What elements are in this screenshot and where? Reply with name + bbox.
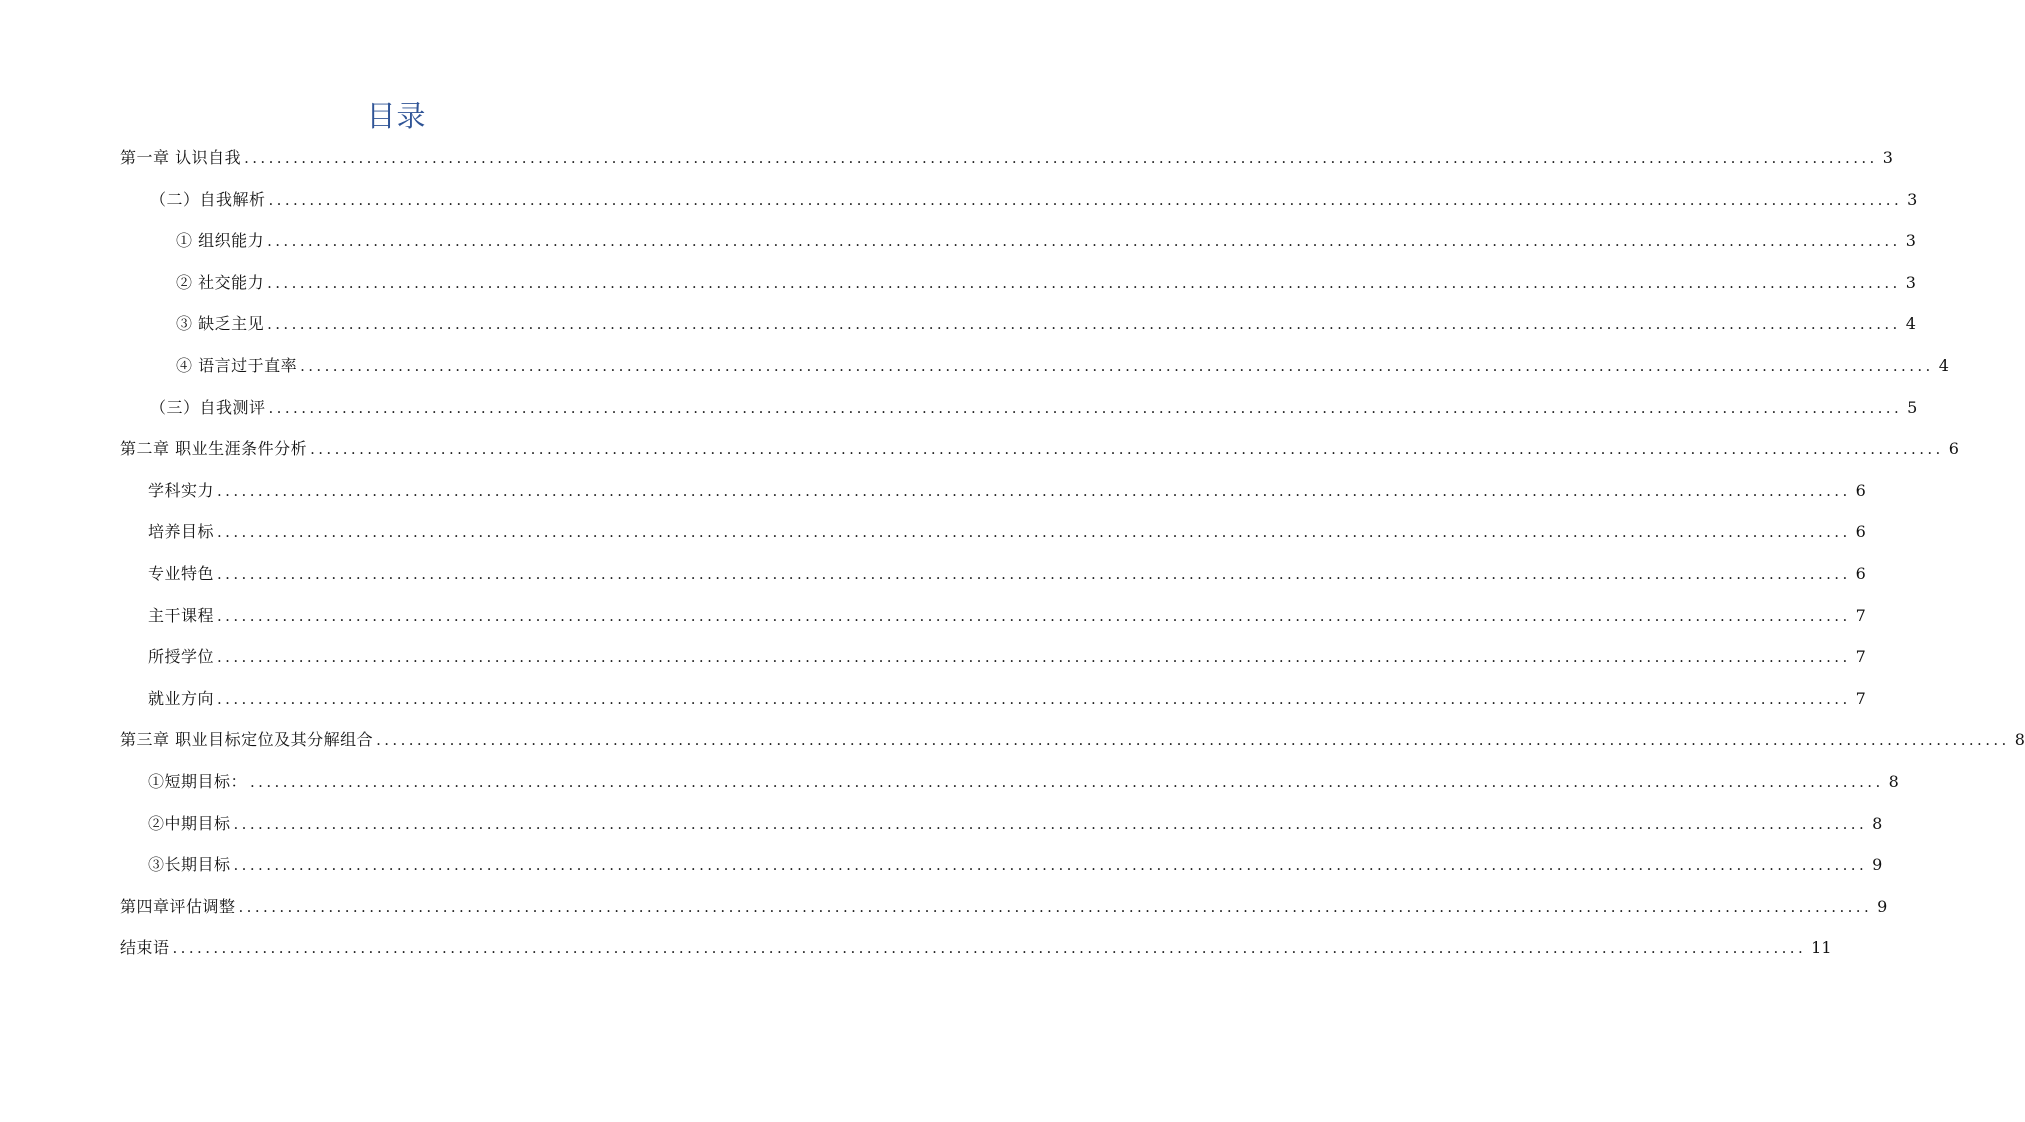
toc-entry-page: 3 [1907, 190, 1918, 209]
toc-entry-text: ①短期目标： [148, 772, 248, 791]
toc-entry-text: 就业方向 [148, 689, 215, 708]
toc-entry-page: 8 [1888, 772, 1899, 791]
toc-leader-dots: ........................................................................................................................................................................................................ [268, 399, 1903, 417]
toc-entry-page: 8 [1872, 814, 1883, 833]
toc-entry[interactable] [148, 476, 1866, 506]
toc-entry-text: 第三章 职业目标定位及其分解组合 [120, 730, 374, 749]
toc-leader-dots: ........................................................................................................................................................................................................ [250, 773, 1884, 791]
toc-entry-text: 第一章 认识自我 [120, 148, 242, 167]
toc-entry[interactable] [176, 351, 1949, 381]
toc-entry-page: 8 [2014, 730, 2025, 749]
toc-entry-text: 结束语 [120, 938, 170, 957]
toc-entry-page: 3 [1905, 273, 1916, 292]
toc-leader-dots: ........................................................................................................................................................................................................ [217, 607, 1851, 625]
toc-entry-text: 专业特色 [148, 564, 215, 583]
toc-entry-page: 11 [1811, 938, 1832, 957]
toc-leader-dots: ........................................................................................................................................................................................................ [310, 440, 1944, 458]
toc-entry-page: 9 [1877, 897, 1888, 916]
toc-entry-text: 学科实力 [148, 481, 215, 500]
toc-leader-dots: ........................................................................................................................................................................................................ [217, 648, 1851, 666]
toc-entry-text: ③长期目标 [148, 855, 231, 874]
toc-leader-dots: ........................................................................................................................................................................................................ [217, 690, 1851, 708]
toc-leader-dots: ........................................................................................................................................................................................................ [244, 149, 1878, 167]
toc-entry[interactable] [176, 226, 1916, 256]
toc-leader-dots: ........................................................................................................................................................................................................ [268, 191, 1903, 209]
toc-entry[interactable] [148, 767, 1899, 797]
toc-entry[interactable] [150, 393, 1918, 423]
toc-entry-page: 3 [1882, 148, 1893, 167]
toc-leader-dots: ........................................................................................................................................................................................................ [267, 315, 1901, 333]
toc-entry[interactable] [148, 809, 1883, 839]
toc-entry-page: 6 [1855, 564, 1866, 583]
toc-entry-page: 4 [1905, 314, 1916, 333]
toc-entry-page: 4 [1938, 356, 1949, 375]
toc-entry[interactable] [176, 268, 1916, 298]
toc-entry[interactable] [176, 309, 1916, 339]
toc-entry[interactable] [120, 143, 1893, 173]
toc-entry-text: ④ 语言过于直率 [176, 356, 298, 375]
toc-entry-text: 第四章评估调整 [120, 897, 236, 916]
toc-entry[interactable] [120, 933, 1832, 963]
toc-entry-text: ③ 缺乏主见 [176, 314, 265, 333]
toc-entry[interactable] [148, 850, 1883, 880]
toc-entry-text: （三）自我测评 [150, 398, 266, 417]
toc-entry-page: 6 [1948, 439, 1959, 458]
toc-entry[interactable] [148, 684, 1866, 714]
toc-entry-page: 6 [1855, 522, 1866, 541]
toc-entry[interactable] [148, 642, 1866, 672]
toc-entry-text: ① 组织能力 [176, 231, 265, 250]
toc-entry[interactable] [120, 892, 1888, 922]
toc-entry[interactable] [148, 601, 1866, 631]
toc-entry-text: 培养目标 [148, 522, 215, 541]
toc-leader-dots: ........................................................................................................................................................................................................ [376, 731, 2010, 749]
toc-entry-page: 3 [1905, 231, 1916, 250]
toc-leader-dots: ........................................................................................................................................................................................................ [233, 856, 1868, 874]
toc-entry[interactable] [148, 559, 1866, 589]
toc-leader-dots: ........................................................................................................................................................................................................ [217, 523, 1851, 541]
toc-entry-text: ② 社交能力 [176, 273, 265, 292]
toc-entry-text: 所授学位 [148, 647, 215, 666]
toc-leader-dots: ........................................................................................................................................................................................................ [172, 939, 1807, 957]
toc-entry[interactable] [120, 434, 1959, 464]
toc-entry-page: 7 [1855, 606, 1866, 625]
toc-leader-dots: ........................................................................................................................................................................................................ [217, 565, 1851, 583]
toc-entry-page: 5 [1907, 398, 1918, 417]
toc-leader-dots: ........................................................................................................................................................................................................ [267, 274, 1901, 292]
toc-leader-dots: ........................................................................................................................................................................................................ [238, 898, 1873, 916]
toc-entry-text: ②中期目标 [148, 814, 231, 833]
toc-entry[interactable] [148, 517, 1866, 547]
toc-entry-text: 第二章 职业生涯条件分析 [120, 439, 308, 458]
toc-entry[interactable] [120, 725, 2025, 755]
toc-entry-text: 主干课程 [148, 606, 215, 625]
toc-title: 目录 [366, 99, 427, 133]
toc-leader-dots: ........................................................................................................................................................................................................ [233, 815, 1868, 833]
toc-entry-page: 9 [1872, 855, 1883, 874]
toc-leader-dots: ........................................................................................................................................................................................................ [267, 232, 1901, 250]
toc-leader-dots: ........................................................................................................................................................................................................ [300, 357, 1934, 375]
toc-entry-page: 7 [1855, 689, 1866, 708]
toc-entry[interactable] [150, 185, 1918, 215]
toc-leader-dots: ........................................................................................................................................................................................................ [217, 482, 1851, 500]
toc-entry-page: 6 [1855, 481, 1866, 500]
toc-entry-page: 7 [1855, 647, 1866, 666]
toc-entry-text: （二）自我解析 [150, 190, 266, 209]
